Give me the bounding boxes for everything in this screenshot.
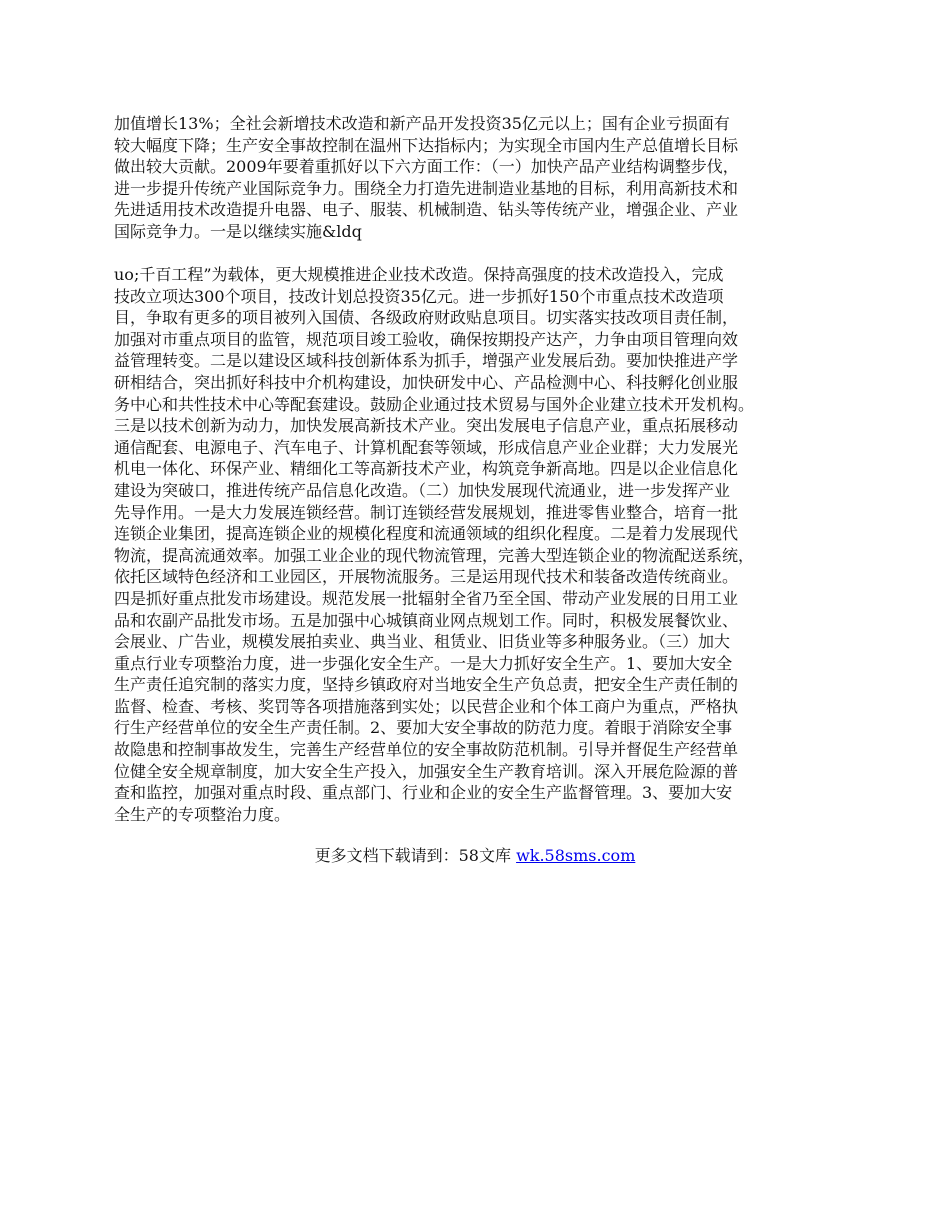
paragraph-line: 先进适用技术改造提升电器、电子、服装、机械制造、钻头等传统产业，增强企业、产业 — [114, 200, 739, 220]
paragraph-line: 位健全安全规章制度，加大安全生产投入，加强安全生产教育培训。深入开展危险源的普 — [114, 761, 739, 781]
paragraph-line: uo;千百工程”为载体，更大规模推进企业技术改造。保持高强度的技术改造投入，完成 — [114, 265, 724, 284]
paragraph-line: 加强对市重点项目的监管，规范项目竣工验收，确保按期投产达产，力争由项目管理向效 — [114, 329, 739, 349]
download-footer — [0, 845, 950, 867]
paragraph-line: 务中心和共性技术中心等配套建设。鼓励企业通过技术贸易与国外企业建立技术开发机构。 — [114, 394, 755, 414]
footer-site-link[interactable]: wk.58sms.com — [516, 846, 636, 865]
paragraph-line: 监督、检查、考核、奖罚等各项措施落到实处；以民营企业和个体工商户为重点，严格执 — [114, 696, 739, 716]
paragraph-line: 技改立项达300个项目，技改计划总投资35亿元。进一步抓好150个市重点技术改造项 — [114, 286, 724, 306]
paragraph-line: 行生产经营单位的安全生产责任制。2、要加大安全事故的防范力度。着眼于消除安全事 — [114, 718, 733, 738]
paragraph-line: 故隐患和控制事故发生，完善生产经营单位的安全事故防范机制。引导并督促生产经营单 — [114, 740, 739, 760]
paragraph-line: 进一步提升传统产业国际竞争力。围绕全力打造先进制造业基地的目标，利用高新技术和 — [114, 178, 739, 198]
paragraph-line: 研相结合，突出抓好科技中介机构建设，加快研发中心、产品检测中心、科技孵化创业服 — [114, 372, 739, 392]
paragraph-line: 建设为突破口，推进传统产品信息化改造。（二）加快发展现代流通业，进一步发挥产业 — [114, 480, 731, 500]
paragraph-line: 生产责任追究制的落实力度，坚持乡镇政府对当地安全生产负总责，把安全生产责任制的 — [114, 675, 739, 695]
paragraph-line: 品和农副产品批发市场。五是加强中心城镇商业网点规划工作。同时，积极发展餐饮业、 — [114, 610, 739, 630]
paragraph-line: 依托区域特色经济和工业园区，开展物流服务。三是运用现代技术和装备改造传统商业。 — [114, 567, 739, 587]
paragraph-line: 益管理转变。二是以建设区域科技创新体系为抓手，增强产业发展后劲。要加快推进产学 — [114, 351, 739, 371]
paragraph-line: 较大幅度下降；生产安全事故控制在温州下达指标内；为实现全市国内生产总值增长目标 — [114, 135, 739, 155]
paragraph-line: 三是以技术创新为动力，加快发展高新技术产业。突出发展电子信息产业，重点拓展移动 — [114, 416, 739, 436]
paragraph-line: 做出较大贡献。2009年要着重抓好以下六方面工作：（一）加快产品产业结构调整步伐， — [114, 157, 739, 177]
paragraph-line: 全生产的专项整治力度。 — [114, 804, 291, 824]
paragraph-line: 查和监控，加强对重点时段、重点部门、行业和企业的安全生产监督管理。3、要加大安 — [114, 783, 733, 803]
paragraph-line: 物流，提高流通效率。加强工业企业的现代物流管理，完善大型连锁企业的物流配送系统， — [114, 545, 755, 565]
footer-prefix-text: 更多文档下载请到：58文库 — [314, 846, 517, 865]
paragraph-line: 连锁企业集团，提高连锁企业的规模化程度和流通领域的组织化程度。二是着力发展现代 — [114, 524, 739, 544]
paragraph-line: 重点行业专项整治力度，进一步强化安全生产。一是大力抓好安全生产。1、要加大安全 — [114, 653, 733, 673]
body-paragraph-2 — [114, 264, 754, 825]
paragraph-line: 通信配套、电源电子、汽车电子、计算机配套等领域，形成信息产业企业群；大力发展光 — [114, 437, 739, 457]
paragraph-line: 机电一体化、环保产业、精细化工等高新技术产业，构筑竞争新高地。四是以企业信息化 — [114, 459, 739, 479]
paragraph-line: 国际竞争力。一是以继续实施&ldq — [114, 221, 362, 241]
paragraph-line: 目，争取有更多的项目被列入国债、各级政府财政贴息项目。切实落实技改项目责任制， — [114, 308, 739, 328]
body-paragraph-1 — [114, 113, 739, 243]
paragraph-line: 先导作用。一是大力发展连锁经营。制订连锁经营发展规划，推进零售业整合，培育一批 — [114, 502, 739, 522]
paragraph-line: 四是抓好重点批发市场建设。规范发展一批辐射全省乃至全国、带动产业发展的日用工业 — [114, 588, 739, 608]
paragraph-line: 加值增长13%；全社会新增技术改造和新产品开发投资35亿元以上；国有企业亏损面有 — [114, 114, 730, 133]
paragraph-line: 会展业、广告业，规模发展拍卖业、典当业、租赁业、旧货业等多种服务业。（三）加大 — [114, 632, 731, 652]
